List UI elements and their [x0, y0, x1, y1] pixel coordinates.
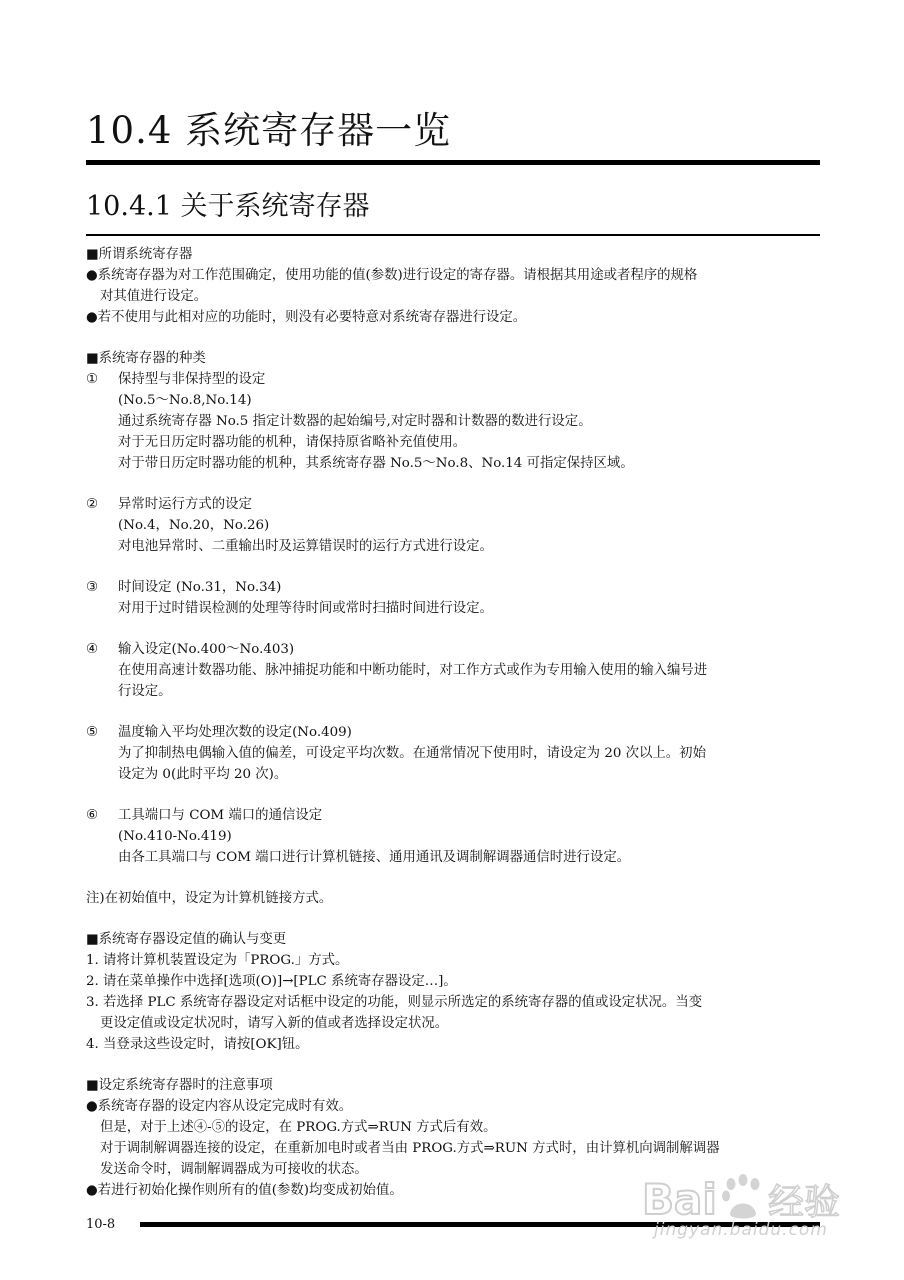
note: 注)在初始值中，设定为计算机链接方式。	[86, 891, 333, 906]
item-line: (No.5～No.8,No.14)	[118, 393, 252, 408]
item-line: 对电池异常时、二重输出时及运算错误时的运行方式进行设定。	[118, 539, 493, 554]
body-text	[86, 244, 826, 1201]
sec1-bullet1: ●系统寄存器为对工作范围确定，使用功能的值(参数)进行设定的寄存器。请根据其用途或者程序的规格	[86, 268, 698, 283]
item-number: ④	[86, 642, 99, 657]
item-line: 行设定。	[118, 684, 172, 699]
register-item-4	[86, 639, 826, 702]
step-3: 3. 若选择 PLC 系统寄存器设定对话框中设定的功能，则显示所选定的系统寄存器的值或设定状况。当变	[86, 995, 703, 1010]
section-title: 10.4.1 关于系统寄存器	[86, 191, 370, 222]
item-line: 对于无日历定时器功能的机种，请保持原省略补充值使用。	[118, 435, 467, 450]
item-number: ⑤	[86, 725, 99, 740]
sec4-heading: ■设定系统寄存器时的注意事项	[86, 1078, 273, 1093]
sec1-heading: ■所谓系统寄存器	[86, 247, 193, 262]
item-title: 工具端口与 COM 端口的通信设定	[118, 808, 323, 823]
item-line: 通过系统寄存器 No.5 指定计数器的起始编号,对定时器和计数器的数进行设定。	[118, 414, 592, 429]
item-line: 对用于过时错误检测的处理等待时间或常时扫描时间进行设定。	[118, 601, 493, 616]
svg-text:经验: 经验	[768, 1182, 841, 1223]
page-number: 10-8	[86, 1217, 116, 1232]
register-item-5	[86, 722, 826, 785]
page-title: 10.4 系统寄存器一览	[86, 109, 452, 152]
step-2: 2. 请在菜单操作中选择[选项(O)]→[PLC 系统寄存器设定…]。	[86, 974, 457, 989]
sec4-bullet1-cont: 但是，对于上述④-⑤的设定，在 PROG.方式⇒RUN 方式后有效。	[100, 1120, 497, 1135]
item-line: (No.4，No.20，No.26)	[118, 518, 270, 533]
sec4-bullet1-cont: 发送命令时，调制解调器成为可接收的状态。	[100, 1162, 368, 1177]
step-3-cont: 更设定值或设定状况时，请写入新的值或者选择设定状况。	[100, 1016, 449, 1031]
register-item-2	[86, 494, 826, 557]
title-rule	[86, 160, 820, 165]
sec4-bullet2: ●若进行初始化操作则所有的值(参数)均变成初始值。	[86, 1183, 403, 1198]
register-item-3	[86, 577, 826, 619]
item-line: 对于带日历定时器功能的机种，其系统寄存器 No.5～No.8、No.14 可指定保持区域。	[118, 456, 634, 471]
item-title: 保持型与非保持型的设定	[118, 372, 266, 387]
item-line: 设定为 0(此时平均 20 次)。	[118, 767, 288, 782]
item-number: ⑥	[86, 808, 99, 823]
baidu-jingyan-logo	[640, 1170, 870, 1226]
register-item-6	[86, 805, 826, 868]
sec3-heading: ■系统寄存器设定值的确认与变更	[86, 932, 287, 947]
sec4-bullet1-cont: 对于调制解调器连接的设定，在重新加电时或者当由 PROG.方式⇒RUN 方式时，由计算机向调制解调器	[100, 1141, 720, 1156]
svg-text:Bai: Bai	[642, 1175, 717, 1224]
item-number: ①	[86, 372, 99, 387]
step-4: 4. 当登录这些设定时，请按[OK]钮。	[86, 1037, 309, 1052]
item-line: 由各工具端口与 COM 端口进行计算机链接、通用通讯及调制解调器通信时进行设定。	[118, 850, 631, 865]
watermark	[640, 1170, 870, 1270]
item-number: ③	[86, 580, 99, 595]
item-number: ②	[86, 497, 99, 512]
register-item-1	[86, 369, 826, 474]
item-title: 温度输入平均处理次数的设定(No.409)	[118, 725, 352, 740]
section-rule	[86, 234, 820, 236]
item-line: (No.410-No.419)	[118, 829, 232, 844]
item-title: 时间设定 (No.31，No.34)	[118, 580, 282, 595]
sec1-bullet2: ●若不使用与此相对应的功能时，则没有必要特意对系统寄存器进行设定。	[86, 310, 527, 325]
item-line: 为了抑制热电偶输入值的偏差，可设定平均次数。在通常情况下使用时，请设定为 20 次以上。初始	[118, 746, 706, 761]
item-title: 异常时运行方式的设定	[118, 497, 252, 512]
item-title: 输入设定(No.400～No.403)	[118, 642, 295, 657]
step-1: 1. 请将计算机装置设定为「PROG.」方式。	[86, 953, 349, 968]
sec2-heading: ■系统寄存器的种类	[86, 351, 206, 366]
sec4-bullet1: ●系统寄存器的设定内容从设定完成时有效。	[86, 1099, 353, 1114]
item-line: 在使用高速计数器功能、脉冲捕捉功能和中断功能时，对工作方式或作为专用输入使用的输入编号进	[118, 663, 708, 678]
sec1-bullet1-cont: 对其值进行设定。	[100, 289, 208, 304]
watermark-url: jingyan.baidu.com	[654, 1220, 828, 1240]
